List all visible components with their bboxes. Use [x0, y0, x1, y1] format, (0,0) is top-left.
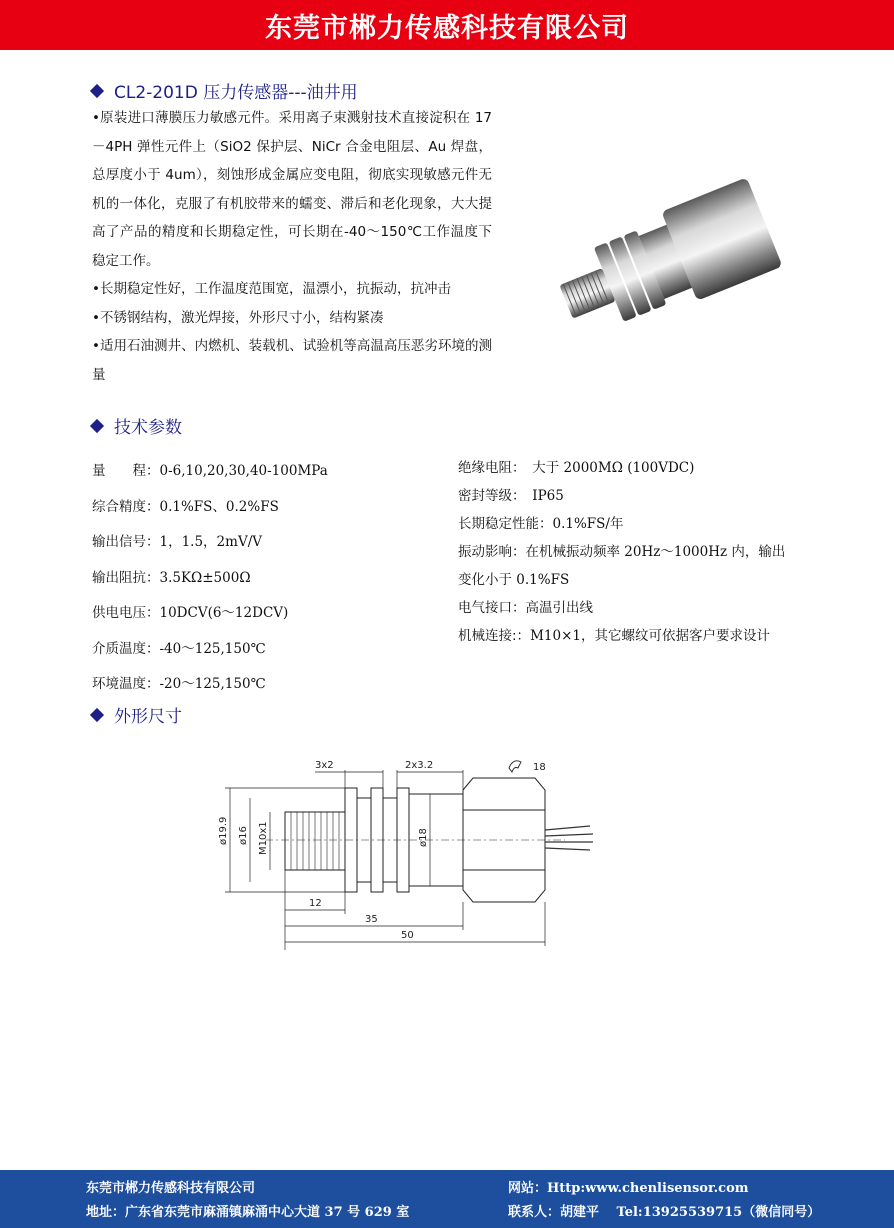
dimensions-title — [90, 702, 182, 727]
spec-row: 环境温度：-20～125,150℃ — [92, 676, 266, 692]
dim-label-wrench: 18 — [533, 762, 546, 773]
dimension-drawing — [205, 750, 605, 950]
dim-label-thread: M10x1 — [258, 821, 269, 855]
dim-label-3x2: 3x2 — [315, 760, 334, 771]
specs-title-text: 技术参数 — [114, 418, 182, 438]
page-header — [0, 0, 894, 50]
spec-row: 介质温度：-40～125,150℃ — [92, 640, 266, 657]
spec-row: 密封等级： IP65 — [458, 488, 564, 504]
spec-row: 绝缘电阻： 大于 2000MΩ (100VDC) — [458, 460, 695, 476]
spec-row: 变化小于 0.1%FS — [458, 572, 570, 588]
desc-paragraph: •适用石油测井、内燃机、装载机、试验机等高温高压恶劣环境的测量 — [92, 338, 492, 383]
dim-label-dia-body: ø18 — [418, 828, 429, 847]
spec-row: 量 程：0-6,10,20,30,40-100MPa — [92, 463, 328, 479]
dim-label-2x3.2: 2x3.2 — [405, 760, 434, 771]
footer-website[interactable]: 网站：Http:www.chenlisensor.com — [508, 1181, 749, 1196]
spec-row: 电气接口：高温引出线 — [458, 600, 593, 616]
product-photo — [530, 160, 810, 360]
footer-contact: 联系人：胡建平 Tel:13925539715（微信同号） — [508, 1205, 821, 1220]
spec-row: 综合精度：0.1%FS、0.2%FS — [92, 498, 279, 515]
desc-paragraph: •不锈钢结构，激光焊接，外形尺寸小，结构紧凑 — [92, 309, 384, 326]
specs-right-column — [458, 454, 838, 650]
spec-row: 机械连接:：M10×1，其它螺纹可依据客户要求设计 — [458, 628, 770, 644]
dimensions-title-text: 外形尺寸 — [114, 707, 182, 727]
dim-label-dia-thread: ø16 — [238, 826, 249, 845]
desc-paragraph: •长期稳定性好，工作温度范围宽，温漂小，抗振动，抗冲击 — [92, 281, 451, 297]
dim-label-35: 35 — [365, 914, 378, 925]
specs-left-column — [92, 458, 328, 707]
desc-paragraph: •原装进口薄膜压力敏感元件。采用离子束溅射技术直接淀积在 17－4PH 弹性元件上（SiO2 保护层、NiCr 合金电阻层、Au 焊盘，总厚度小于 4um），刻蚀形成金属应变电阻，彻底实现敏感元件无机的一体化，克服了有机胶带来的蠕变、滞后和老化现象，大大提高了产品的精度和长期稳定性，可长期在-40～150℃工作温度下稳定工作。 — [92, 110, 492, 269]
diamond-bullet-icon — [90, 707, 104, 721]
diamond-bullet-icon — [90, 418, 104, 432]
dim-label-dia-outer: ø19.9 — [218, 816, 229, 845]
page-footer — [0, 1170, 894, 1228]
spec-row: 振动影响：在机械振动频率 20Hz～1000Hz 内，输出 — [458, 544, 786, 560]
header-company: 东莞市郴力传感科技有限公司 — [265, 12, 629, 44]
specs-title — [90, 413, 182, 438]
product-title-text: CL2-201D 压力传感器---油井用 — [114, 83, 358, 103]
dim-label-50: 50 — [401, 930, 414, 941]
diamond-bullet-icon — [90, 83, 104, 97]
spec-row: 长期稳定性能：0.1%FS/年 — [458, 516, 624, 532]
product-description — [92, 104, 492, 389]
spec-row: 输出阻抗：3.5KΩ±500Ω — [92, 569, 251, 586]
footer-company: 东莞市郴力传感科技有限公司 — [86, 1181, 256, 1196]
spec-row: 供电电压：10DCV(6～12DCV) — [92, 605, 289, 621]
product-title — [90, 78, 358, 103]
dim-label-12: 12 — [309, 898, 322, 909]
spec-row: 输出信号：1，1.5，2mV/V — [92, 534, 262, 550]
footer-address: 地址：广东省东莞市麻涌镇麻涌中心大道 37 号 629 室 — [86, 1205, 410, 1220]
